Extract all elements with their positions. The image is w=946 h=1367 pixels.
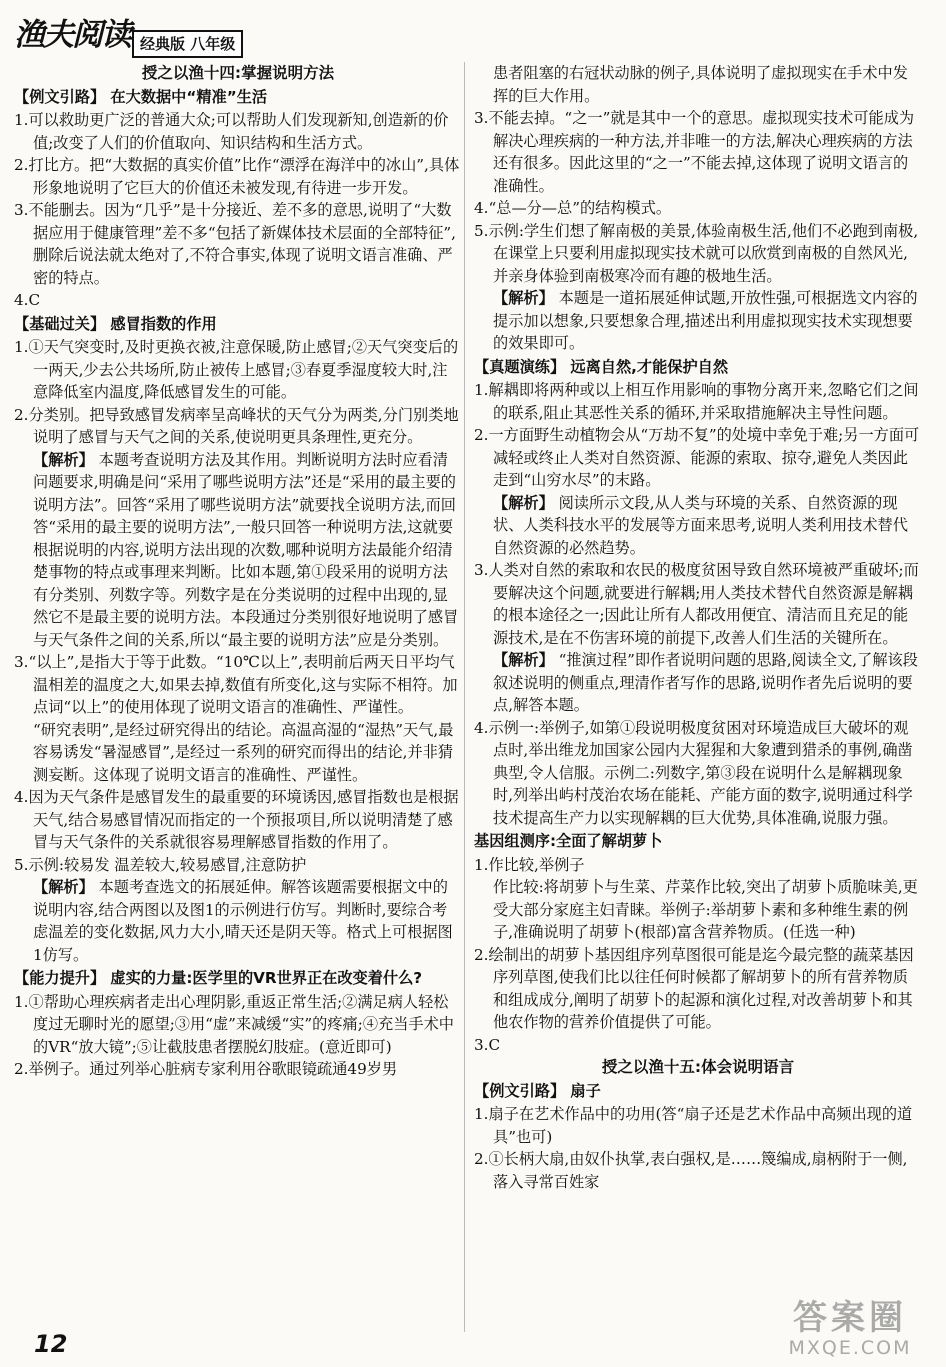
answer-paragraph: 作比较:将胡萝卜与生菜、芹菜作比较,突出了胡萝卜质脆味美,更受大部分家庭主妇青睐。举例子:举胡萝卜素和多种维生素的例子,准确说明了胡萝卜(根部)富含营养物质。(任选一种) <box>493 878 918 941</box>
answer-item: 4.“总—分—总”的结构模式。 <box>474 199 672 217</box>
answer-item: 2.①长柄大扇,由奴仆执掌,表白强权,是……篾编成,扇柄附于一侧,落入寻常百姓家 <box>474 1150 908 1191</box>
analysis-text: 本题是一道拓展延伸试题,开放性强,可根据选文内容的提示加以想象,只要想象合理,描述出利用虚拟现实技术实现想要的效果即可。 <box>493 289 918 352</box>
analysis-paragraph <box>14 876 462 966</box>
answer-item: 2.举例子。通过列举心脏病专家利用谷歌眼镜疏通49岁男 <box>14 1060 398 1078</box>
analysis-paragraph <box>14 449 462 652</box>
answer-item: 3.不能删去。因为“几乎”是十分接近、差不多的意思,说明了“大数据应用于健康管理”差不多“包括了新媒体技术层面的全部特征”,删除后说法就太绝对了,不符合事实,体现了说明文语言准确、严密的特点。 <box>14 201 456 287</box>
series-logo: 渔夫阅读 <box>14 17 130 53</box>
watermark-text: 答案圈 <box>793 1298 907 1338</box>
answer-item: 3.人类对自然的索取和农民的极度贫困导致自然环境被严重破坏;而要解决这个问题,就要进行解耦;用人类技术替代自然资源是解耦的根本途径之一;因此让所有人都改用便宜、清洁而且充足的能源技术,是在不伤害环境的前提下,改善人们生活的关键所在。 <box>474 561 919 647</box>
answer-item: 1.可以救助更广泛的普通大众;可以帮助人们发现新知,创造新的价值;改变了人们的价值取向、知识结构和生活方式。 <box>14 111 449 152</box>
analysis-text: 本题考查说明方法及其作用。判断说明方法时应看清问题要求,明确是问“采用了哪些说明方法”还是“采用的最主要的说明方法”。回答“采用了哪些说明方法”就要找全说明方法,而回答“采用的最主要的说明方法”,一般只回答一种说明方法,这就要根据说明的内容,说明方法出现的次数,哪种说明方法最能介绍清楚事物的特点或事理来判断。比如本题,第①段采用的说明方法有分类别、列数字等。列数字是在分类说明的过程中出现的,显然它不是最主要的说明方法。本段通过分类别很好地说明了感冒与天气条件之间的关系,所以“最主要的说明方法”应是分类别。 <box>33 450 459 649</box>
answer-item: 2.打比方。把“大数据的真实价值”比作“漂浮在海洋中的冰山”,具体形象地说明了它巨大的价值还未被发现,有待进一步开发。 <box>14 156 460 197</box>
answer-item: 4.C <box>14 291 41 309</box>
answer-item: 4.示例一:举例子,如第①段说明极度贫困对环境造成巨大破坏的观点时,举出维龙加国家公园内大猩猩和大象遭到猎杀的事例,确凿典型,令人信服。示例二:列数字,第③段在说明什么是解耦现象时,列举出屿村茂治农场在能耗、产能方面的数字,说明通过科学技术提高生产力以实现解耦的巨大优势,具体准确,说服力强。 <box>474 718 913 827</box>
watermark-url: MXQE.COM <box>788 1337 912 1359</box>
answer-item: 3.C <box>474 1035 501 1054</box>
subsection-heading: 【例文引路】 在大数据中“精准”生活 <box>14 87 268 106</box>
answer-item: 1.①天气突变时,及时更换衣被,注意保暖,防止感冒;②天气突变后的一两天,少去公共场所,防止被传上感冒;③春夏季湿度较大时,注意降低室内温度,降低感冒发生的可能。 <box>14 338 459 401</box>
column-divider <box>464 62 465 1332</box>
section-title: 授之以渔十五:体会说明语言 <box>601 1058 795 1076</box>
answer-item: 2.绘制出的胡萝卜基因组序列草图很可能是迄今最完整的蔬菜基因序列草图,使我们比以往任何时候都了解胡萝卜的所有营养物质和组成成分,阐明了胡萝卜的起源和演化过程,对改善胡萝卜和其他农作物的营养价值提供了可能。 <box>474 945 914 1031</box>
analysis-tag: 【解析】 <box>493 651 554 669</box>
subsection-heading: 【能力提升】 虚实的力量:医学里的VR世界正在改变着什么? <box>14 969 423 987</box>
analysis-tag: 【解析】 <box>33 450 94 469</box>
analysis-text: “推演过程”即作者说明问题的思路,阅读全文,了解该段叙述说明的侧重点,理清作者写作的思路,说明作者先后说明的要点,解答本题。 <box>493 651 918 714</box>
answer-item: 5.示例:学生们想了解南极的美景,体验南极生活,他们不必跑到南极,在课堂上只要利用虚拟现实技术就可以欣赏到南极的自然风光,并亲身体验到南极寒冷而有趣的极地生活。 <box>474 221 919 285</box>
analysis-text: 本题考查选文的拓展延伸。解答该题需要根据文中的说明内容,结合两图以及图1的示例进行仿写。判断时,要综合考虑温差的变化数据,风力大小,晴天还是阴天等。格式上可根据图1仿写。 <box>33 878 453 964</box>
analysis-paragraph <box>474 649 922 717</box>
edition-badge: 经典版 八年级 <box>132 30 243 58</box>
analysis-tag: 【解析】 <box>493 493 554 512</box>
right-column <box>474 62 922 1193</box>
answer-item: 3.“以上”,是指大于等于此数。“10℃以上”,表明前后两天日平均气温相差的温度之大,如果去掉,数值有所变化,这与实际不相符。加点词“以上”的使用体现了说明文语言的准确性、严谨性。 <box>14 653 458 716</box>
watermark-logo <box>760 1299 940 1361</box>
section-title: 授之以渔十四:掌握说明方法 <box>141 64 335 82</box>
answer-item: 2.分类别。把导致感冒发病率呈高峰状的天气分为两类,分门别类地说明了感冒与天气之间的关系,使说明更具条理性,更充分。 <box>14 405 459 446</box>
left-column <box>14 62 462 1081</box>
answer-paragraph: “研究表明”,是经过研究得出的结论。高温高湿的“湿热”天气,最容易诱发“暑湿感冒”,是经过一系列的研究而得出的结论,并非猜测妄断。这体现了说明文语言的准确性、严谨性。 <box>33 720 454 784</box>
page-number: 12 <box>34 1330 68 1358</box>
subsection-heading: 【例文引路】 扇子 <box>474 1081 601 1100</box>
answer-item: 1.①帮助心理疾病者走出心理阴影,重返正常生活;②满足病人轻松度过无聊时光的愿望;③用“虚”来减缓“实”的疼痛;④充当手术中的VR“放大镜”;⑤让截肢患者摆脱幻肢症。(意近即可) <box>14 992 454 1056</box>
answer-item: 2.一方面野生动植物会从“万劫不复”的处境中幸免于难;另一方面可减轻或终止人类对自然资源、能源的索取、掠夺,避免人类因此走到“山穷水尽”的末路。 <box>474 426 920 489</box>
answer-item: 4.因为天气条件是感冒发生的最重要的环境诱因,感冒指数也是根据天气,结合易感冒情况而指定的一个预报项目,所以说明清楚了感冒与天气条件的关系就很容易理解感冒指数的作用了。 <box>14 788 459 851</box>
answer-item: 1.解耦即将两种或以上相互作用影响的事物分离开来,忽略它们之间的联系,阻止其恶性关系的循环,并采取措施解决主导性问题。 <box>474 381 919 422</box>
answer-item: 3.不能去掉。“之一”就是其中一个的意思。虚拟现实技术可能成为解决心理疾病的一种方法,并非唯一的方法,解决心理疾病的方法还有很多。因此这里的“之一”不能去掉,这体现了说明文语言的准确性。 <box>474 109 915 195</box>
answer-item: 5.示例:较易发 温差较大,较易感冒,注意防护 <box>14 855 307 874</box>
answer-item: 1.作比较,举例子 <box>474 855 585 874</box>
analysis-paragraph <box>474 287 922 355</box>
analysis-tag: 【解析】 <box>493 289 554 307</box>
analysis-text: 阅读所示文段,从人类与环境的关系、自然资源的现状、人类科技水平的发展等方面来思考,说明人类利用技术替代自然资源的必然趋势。 <box>493 493 908 557</box>
answer-paragraph: 患者阻塞的右冠状动脉的例子,具体说明了虚拟现实在手术中发挥的巨大作用。 <box>493 64 908 105</box>
answer-item: 1.扇子在艺术作品中的功用(答“扇子还是艺术作品中高频出现的道具”也可) <box>474 1105 913 1146</box>
analysis-paragraph <box>474 492 922 560</box>
subsection-heading: 【基础过关】 感冒指数的作用 <box>14 314 217 333</box>
analysis-tag: 【解析】 <box>33 878 94 896</box>
book-header <box>14 8 274 62</box>
subsection-heading: 基因组测序:全面了解胡萝卜 <box>474 832 663 850</box>
subsection-heading: 【真题演练】 远离自然,才能保护自然 <box>474 357 729 376</box>
